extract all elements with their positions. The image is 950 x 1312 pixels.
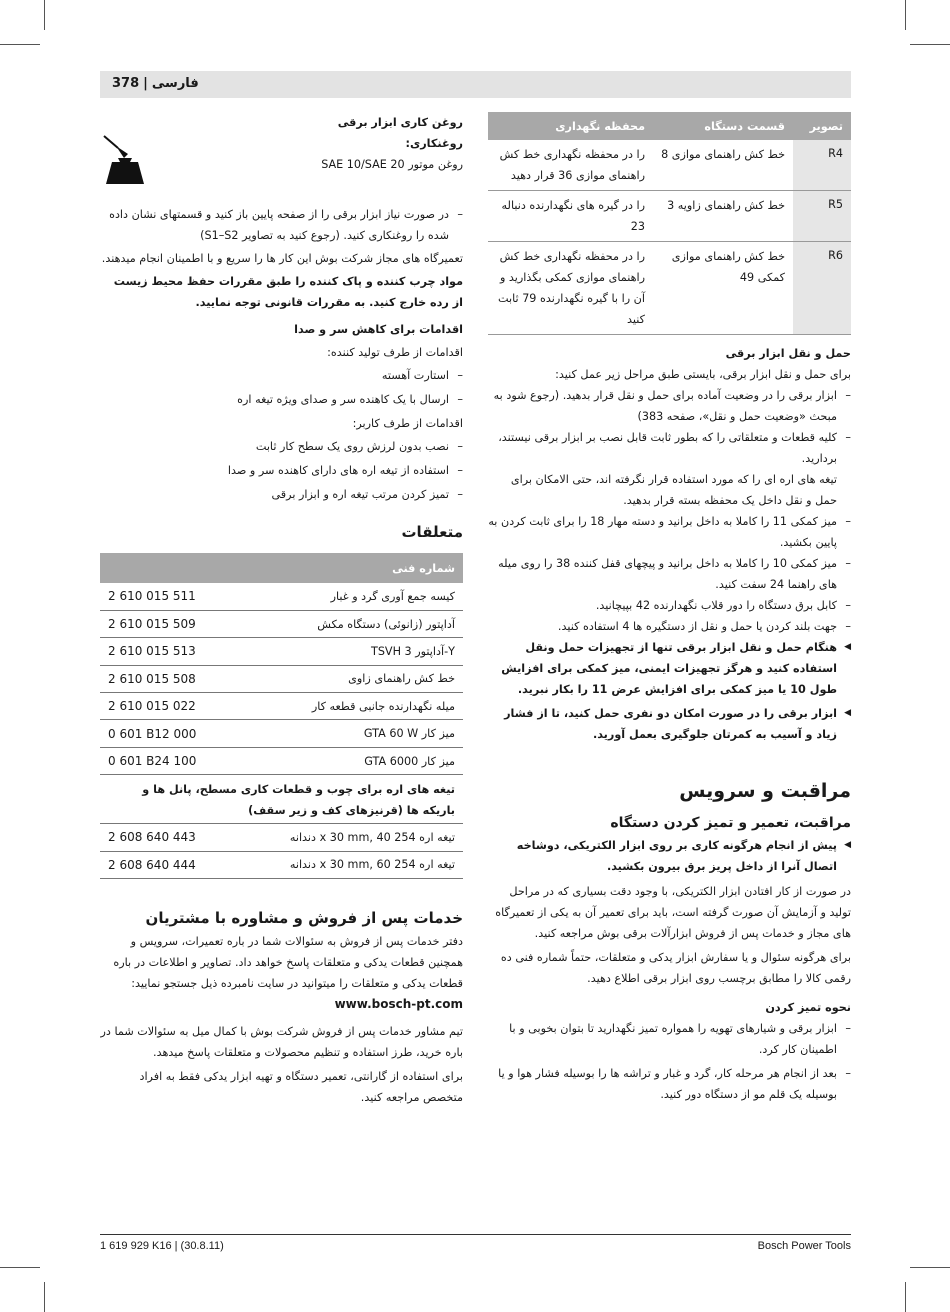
accessories-title: متعلقات — [401, 523, 463, 541]
storage-table — [488, 112, 851, 335]
list-item: – میز کمکی 10 را کاملا به داخل برانید و پیچهای قفل کننده 38 را روی میله های راهنما 24 سفت کنید. — [488, 553, 851, 595]
list-item: – تمیز کردن مرتب تیغه اره و ابزار برقی — [100, 484, 463, 505]
table-row — [100, 583, 463, 610]
list-item: – کلیه قطعات و متعلقاتی را که بطور ثابت قابل نصب بر ابزار برقی نیستند، بردارید. — [488, 427, 851, 469]
table-header: تصویر — [793, 112, 851, 140]
accessories-table — [100, 553, 463, 879]
table-cell: را در محفظه نگهداری خط کش راهنمای موازی کمکی بگذارید و آن را با گیره نگهدارنده 79 ثابت کنید — [488, 242, 653, 335]
noise-title: اقدامات برای کاهش سر و صدا — [294, 323, 463, 336]
table-cell: خط کش راهنمای زاوی — [250, 665, 463, 692]
table-row — [100, 665, 463, 692]
crop-mark — [44, 1282, 45, 1312]
table-row — [488, 140, 851, 191]
after-sales-paragraph: تیم مشاور خدمات پس از فروش شرکت بوش با کمال میل به سئوالات شما در باره خرید، طرز استفاده و تنظیم محصولات و متعلقات پاسخ میدهد. — [100, 1025, 463, 1060]
table-cell: میله نگهدارنده جانبی قطعه کار — [250, 693, 463, 720]
lubrication-label: روغنکاری: — [405, 137, 463, 150]
after-sales-paragraph: برای استفاده از گارانتی، تعمیر دستگاه و تهیه ابزار یدکی فقط به افراد متخصص مراجعه کنید. — [139, 1070, 463, 1105]
table-row — [100, 851, 463, 878]
table-cell: میز کار GTA 6000 — [250, 747, 463, 774]
cleaning-list — [488, 1018, 851, 1105]
table-row — [100, 775, 463, 824]
table-cell: Y-آداپتور TSVH 3 — [250, 638, 463, 665]
noise-user: اقدامات از طرف کاربر: — [352, 417, 463, 430]
table-cell: 0 601 B24 100 — [100, 747, 250, 774]
list-item: – ابزار برقی را در وضعیت آماده برای حمل و نقل قرار بدهید. (رجوع شود به مبحث «وضعیت حمل و نقل»، صفحه 383) — [488, 385, 851, 427]
noise-manufacturer-list — [100, 365, 463, 410]
list-item: – ابزار برقی و شیارهای تهویه را همواره تمیز نگهدارید تا بتوان بخوبی و با اطمینان کار کرد. — [488, 1018, 851, 1060]
lubrication-spec: روغن موتور SAE 10/SAE 20 — [321, 158, 463, 171]
crop-mark — [905, 0, 906, 30]
maintenance-paragraph: در صورت از کار افتادن ابزار الکتریکی، با وجود دقت بسیاری که در مراحل تولید و آزمایش آن صورت گرفته است، باید برای تعمیر آن به یکی از تعمیرگاه های مجاز و خدمات پس از فروش ابزارآلات برقی بوش مراجعه کنید. — [495, 885, 851, 940]
transport-intro: برای حمل و نقل ابزار برقی، بایستی طبق مراحل زیر عمل کنید: — [555, 368, 851, 381]
table-row — [488, 191, 851, 242]
table-cell: R4 — [793, 140, 851, 191]
oil-can-icon — [100, 132, 146, 186]
noise-user-list — [100, 436, 463, 505]
table-row — [488, 242, 851, 335]
list-item: – نصب بدون لرزش روی یک سطح کار ثابت — [100, 436, 463, 457]
list-item: – در صورت نیاز ابزار برقی را از صفحه پایین باز کنید و قسمتهای نشان داده شده را روغنکاری کنید. (رجوع کنید به تصاویر S1–S2) — [100, 204, 463, 246]
left-column — [100, 112, 463, 1108]
crop-mark — [910, 1267, 950, 1268]
table-cell: 2 610 015 022 — [100, 693, 250, 720]
table-cell: خط کش راهنمای زاویه 3 — [653, 191, 793, 242]
table-cell: R6 — [793, 242, 851, 335]
table-cell: 2 610 015 511 — [100, 583, 250, 610]
table-cell: 0 601 B12 000 — [100, 720, 250, 747]
transport-list — [488, 385, 851, 469]
warning-carry: ◀ ابزار برقی را در صورت امکان دو نفری حمل کنید، تا از فشار زیاد و آسیب به کمرتان جلوگیری بعمل آورید. — [488, 703, 851, 745]
table-cell: آداپتور (زانوئی) دستگاه مکش — [250, 610, 463, 637]
list-item: – ارسال با یک کاهنده سر و صدای ویژه تیغه اره — [100, 389, 463, 410]
list-item: – استارت آهسته — [100, 365, 463, 386]
right-column — [488, 112, 851, 1105]
table-group-label: تیغه های اره برای چوب و قطعات کاری مسطح، پانل ها و باریکه ها (قرنیزهای کف و زیر سقف) — [100, 775, 463, 824]
list-item: – بعد از انجام هر مرحله کار، گرد و غبار و تراشه ها را بوسیله فشار هوا و یا بوسیله یک قلم مو از دستگاه دور کنید. — [488, 1063, 851, 1105]
crop-mark — [44, 0, 45, 30]
maintenance-title: مراقبت، تعمیر و تمیز کردن دستگاه — [610, 815, 851, 831]
table-row — [100, 747, 463, 774]
transport-list — [488, 511, 851, 637]
page-header — [100, 71, 851, 98]
transport-title: حمل و نقل ابزار برقی — [725, 347, 851, 360]
list-item: – کابل برق دستگاه را دور قلاب نگهدارنده 42 بپیچانید. — [488, 595, 851, 616]
table-cell: کیسه جمع آوری گرد و غبار — [250, 583, 463, 610]
table-cell: 2 610 015 513 — [100, 638, 250, 665]
document-code: 1 619 929 K16 | (30.8.11) — [100, 1240, 224, 1252]
table-cell: را در محفظه نگهداری خط کش راهنمای موازی 36 قرار دهید — [488, 140, 653, 191]
table-row — [100, 610, 463, 637]
brand-name: Bosch Power Tools — [757, 1240, 851, 1252]
warning-unplug: ◀ پیش از انجام هرگونه کاری بر روی ابزار الکتریکی، دوشاخه اتصال آنرا از داخل پریز برق بیرون بکشید. — [488, 835, 851, 877]
table-cell: تیغه اره 254 x 30 mm, 40 دندانه — [250, 824, 463, 851]
after-sales-paragraph: دفتر خدمات پس از فروش به سئوالات شما در باره تعمیرات، سرویس و همچنین قطعات یدکی و متعلقات پاسخ خواهد داد. تصاویر و اطلاعات در باره قطعات یدکی و متعلقات را میتوانید در سایت نامبرده ذیل جستجو نمایید: — [113, 935, 463, 991]
maintenance-paragraph: برای هرگونه سئوال و یا سفارش ابزار یدکی و متعلقات، حتماً شماره فنی ده رقمی کالا را مطابق برچسب روی ابزار برقی اطلاع دهید. — [500, 951, 851, 985]
service-title: مراقبت و سرویس — [679, 780, 851, 802]
list-item: – جهت بلند کردن یا حمل و نقل از دستگیره ها 4 استفاده کنید. — [488, 616, 851, 637]
table-row — [100, 824, 463, 851]
table-cell: 2 610 015 508 — [100, 665, 250, 692]
warning-transport: ◀ هنگام حمل و نقل ابزار برقی تنها از تجهیزات حمل ونقل استفاده کنید و هرگز تجهیزات ایمنی، میز کمکی برای افزایش طول 10 یا میز کمکی برای افزایش عرض 11 را بکار نبرید. — [488, 637, 851, 700]
after-sales-title: خدمات پس از فروش و مشاوره با مشتریان — [145, 909, 463, 928]
lubrication-list — [100, 204, 463, 246]
crop-mark — [0, 1267, 40, 1268]
table-cell: 2 608 640 443 — [100, 824, 250, 851]
table-cell: را در گیره های نگهدارنده دنباله 23 — [488, 191, 653, 242]
table-row — [100, 693, 463, 720]
table-cell: 2 610 015 509 — [100, 610, 250, 637]
table-row — [100, 720, 463, 747]
table-cell: خط کش راهنمای موازی کمکی 49 — [653, 242, 793, 335]
disposal-note: مواد چرب کننده و پاک کننده را طبق مقررات حفظ محیط زیست از رده خارج کنید. به مقررات قانونی توجه نمایید. — [113, 275, 463, 309]
page-footer — [100, 1234, 851, 1252]
lubrication-title: روغن کاری ابزار برقی — [337, 116, 463, 129]
table-cell: میز کار GTA 60 W — [250, 720, 463, 747]
table-header: قسمت دستگاه — [653, 112, 793, 140]
service-note: تعمیرگاه های مجاز شرکت بوش این کار ها را سریع و با اطمینان انجام میدهند. — [101, 252, 463, 265]
crop-mark — [910, 44, 950, 45]
table-header: شماره فنی — [100, 553, 463, 583]
list-item: – میز کمکی 11 را کاملا به داخل برانید و دسته مهار 18 را برای ثابت کردن به پایین بکشید. — [488, 511, 851, 553]
crop-mark — [0, 44, 40, 45]
table-cell: تیغه اره 254 x 30 mm, 60 دندانه — [250, 851, 463, 878]
website-link[interactable]: www.bosch-pt.com — [334, 997, 463, 1012]
table-header: محفظه نگهداری — [488, 112, 653, 140]
noise-manufacturer: اقدامات از طرف تولید کننده: — [327, 346, 463, 359]
cleaning-title: نحوه تمیز کردن — [765, 1001, 851, 1014]
list-item: – استفاده از تیغه اره های دارای کاهنده سر و صدا — [100, 460, 463, 481]
table-cell: 2 608 640 444 — [100, 851, 250, 878]
table-cell: خط کش راهنمای موازی 8 — [653, 140, 793, 191]
page-number: 378 | فارسی — [112, 76, 199, 91]
transport-note: تیغه های اره ای را که مورد استفاده قرار نگرفته اند، حتی الامکان برای حمل و نقل داخل یک محفظه بسته قرار بدهید. — [510, 473, 837, 507]
crop-mark — [905, 1282, 906, 1312]
table-cell: R5 — [793, 191, 851, 242]
lubrication-block — [100, 112, 463, 188]
table-row — [100, 638, 463, 665]
